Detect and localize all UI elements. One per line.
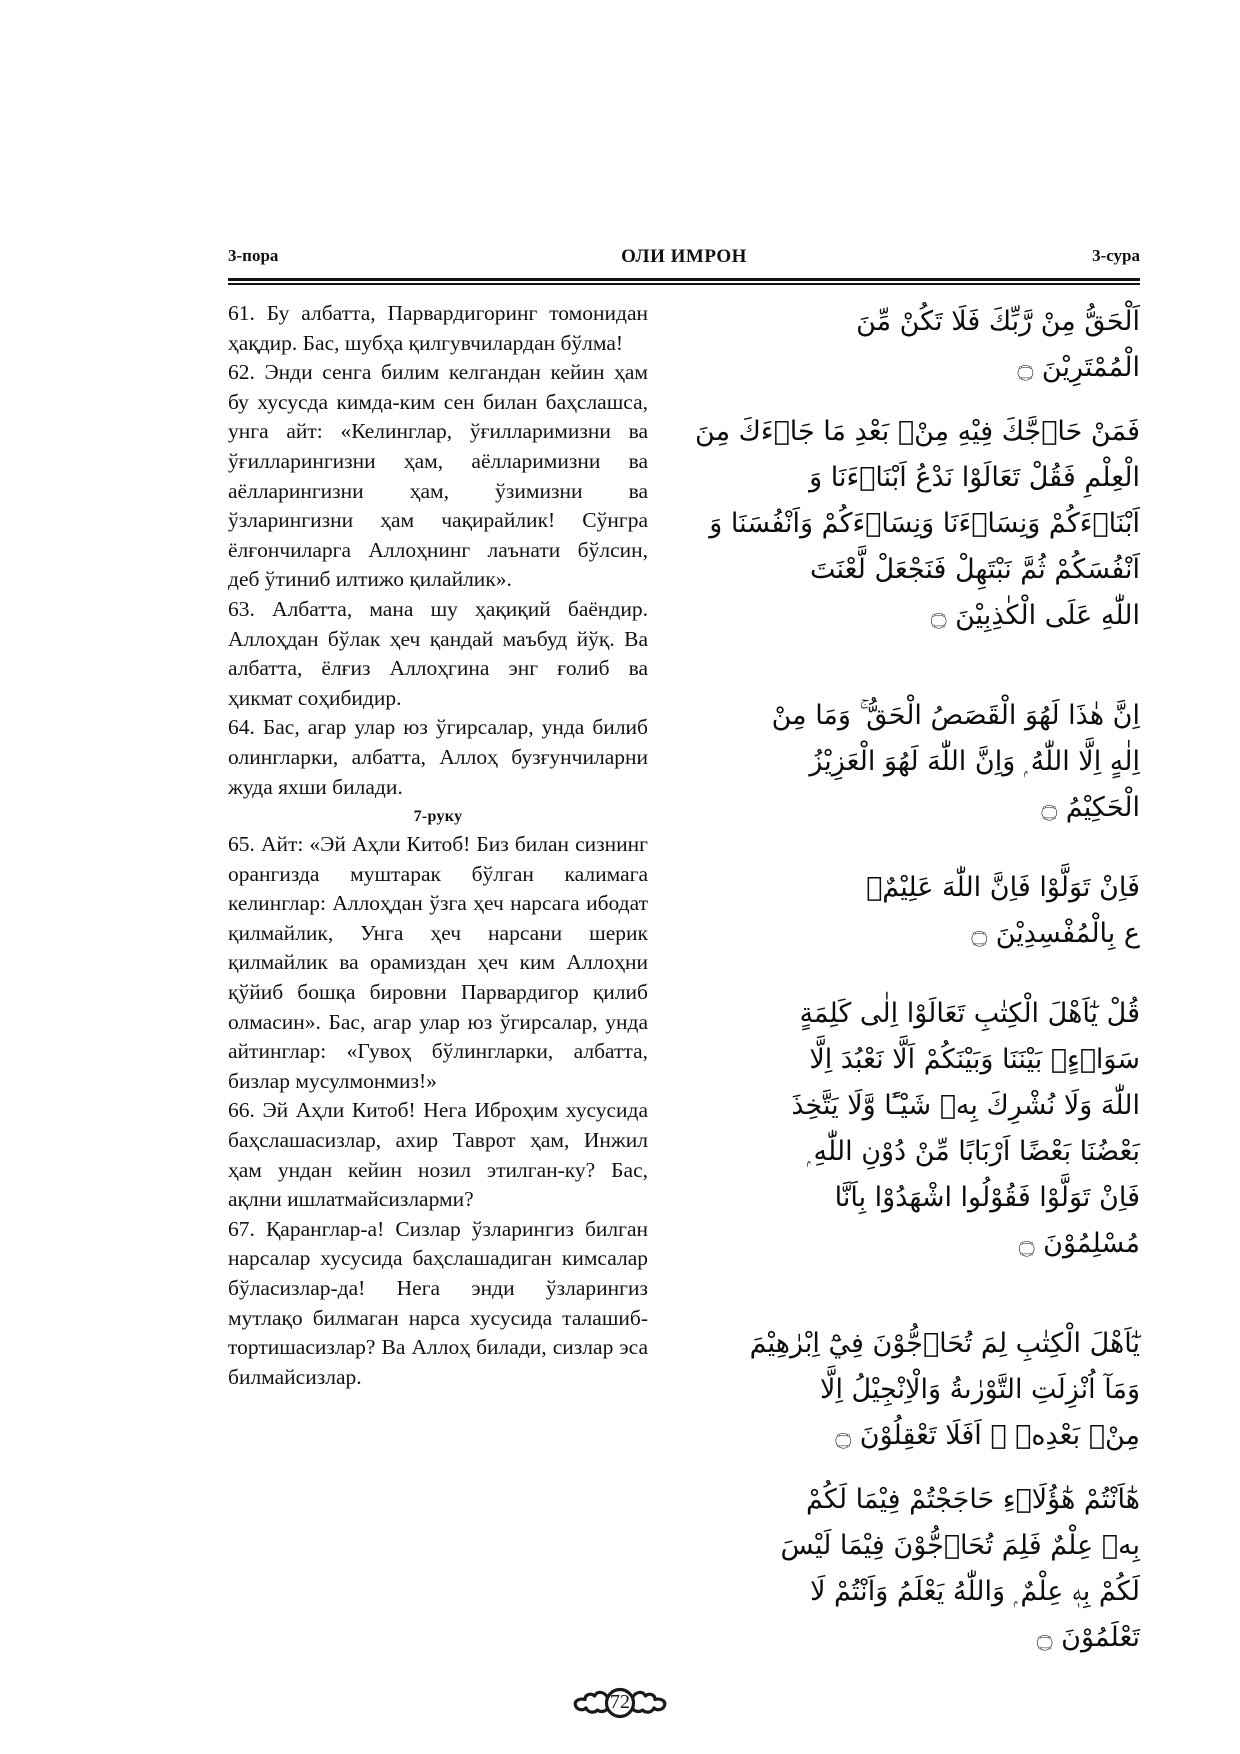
verse-64-text: 64. Бас, агар улар юз ўгирсалар, унда билиб олингларки, албатта, Аллоҳ бузғунчиларни жуда яхши билади.: [228, 715, 648, 799]
verse-62-text: 62. Энди сенга билим келгандан кейин ҳам бу хусусда кимда-ким сен билан баҳслашса, унга айт: «Келинглар, ўғилларимизни ва ўғилларингизни ҳам, аёлларимизни ва аёлларингизни ҳам, ўзимизни ва ўзларингизни ҳам чақирайлик! Сўнгра ёлғончиларга Аллоҳнинг лаънати бўлсин, деб ўтиниб илтижо қилайлик».: [228, 360, 648, 592]
arabic-line: الْعِلْمِ فَقُلْ تَعَالَوْا نَدْعُ اَبْنَاۤءَنَا وَ: [809, 462, 1140, 493]
arabic-line: سَوَاۤءٍۢ بَيْنَنَا وَبَيْنَكُمْ اَلَّا نَعْبُدَ اِلَّا: [809, 1044, 1140, 1075]
folio-ornament: [560, 1680, 680, 1726]
page-content: [228, 246, 1140, 1653]
page-footer: [0, 1680, 1240, 1740]
verse-65: [228, 830, 648, 1096]
arabic-line: وَمَآ اُنْزِلَتِ التَّوْرٰىةُ وَالْاِنْجِيْلُ اِلَّا: [820, 1374, 1140, 1405]
block-spacer: [740, 639, 1140, 693]
verse-61: [228, 299, 648, 358]
arabic-text-column: [695, 299, 1140, 1661]
arabic-line: اللّٰهَ وَلَا نُشْرِكَ بِهٖ شَيْـًٔا وَّلَا يَتَّخِذَ: [791, 1090, 1140, 1121]
verse-67-text: 67. Қаранглар-а! Сизлар ўзларингиз билган нарсалар хусусида баҳслашадиган кимсалар бўласизлар-да! Нега энди ўзларингиз мутлақо билмаган нарса хусусида талашиб-тортишасизлар? Ва Аллоҳ билади, сизлар эса билмайсизлар.: [228, 1216, 648, 1389]
arabic-line: ع بِالْمُفْسِدِيْنَ ۝: [971, 918, 1140, 949]
arabic-ayah-60: [740, 299, 1140, 391]
verse-66: [228, 1096, 648, 1214]
header-surah-number: 3-сура: [1092, 246, 1140, 265]
verse-66-text: 66. Эй Аҳли Китоб! Нега Иброҳим хусусида баҳслашасизлар, ахир Таврот ҳам, Инжил ҳам ундан кейин нозил этилган-ку? Бас, ақлни ишлатмайсизларми?: [228, 1098, 648, 1212]
verse-63-text: 63. Албатта, мана шу ҳақиқий баёндир. Аллоҳдан бўлак ҳеч қандай маъбуд йўқ. Ва албатта, ёлғиз Аллоҳгина энг ғолиб ва ҳикмат соҳибидир.: [228, 596, 648, 710]
arabic-line: قُلْ يٰٓاَهْلَ الْكِتٰبِ تَعَالَوْا اِلٰى كَلِمَةٍ: [799, 998, 1140, 1029]
arabic-line: اللّٰهِ عَلَى الْكٰذِبِيْنَ ۝: [930, 600, 1140, 631]
block-spacer: [740, 1267, 1140, 1321]
arabic-line: مِنْۢ بَعْدِهٖ ۭ اَفَلَا تَعْقِلُوْنَ ۝: [835, 1420, 1140, 1451]
block-spacer: [740, 391, 1140, 409]
running-header: [228, 246, 1140, 276]
arabic-line: فَاِنْ تَوَلَّوْا فَقُوْلُوا اشْهَدُوْا بِاَنَّا: [834, 1182, 1140, 1213]
arabic-ayah-62: [740, 693, 1140, 831]
arabic-ayah-66: [740, 1477, 1140, 1661]
arabic-ayah-65: [740, 1321, 1140, 1459]
arabic-line: اَلْحَقُّ مِنْ رَّبِّكَ فَلَا تَكُنْ مِّنَ: [856, 306, 1140, 337]
arabic-ayah-61: [695, 409, 1140, 639]
arabic-line: اِلٰهٍ اِلَّا اللّٰهُ ۭ وَاِنَّ اللّٰهَ لَهُوَ الْعَزِيْزُ: [809, 746, 1140, 777]
uzbek-translation-column: [228, 299, 648, 1392]
arabic-line: مُسْلِمُوْنَ ۝: [1018, 1228, 1140, 1259]
arabic-line: يٰٓاَهْلَ الْكِتٰبِ لِمَ تُحَاۤجُّوْنَ فِيْٓ اِبْرٰهِيْمَ: [749, 1328, 1140, 1359]
ruku-section-heading: 7-руку: [413, 808, 463, 826]
arabic-line: الْحَكِيْمُ ۝: [1041, 792, 1140, 823]
verse-65-text: 65. Айт: «Эй Аҳли Китоб! Биз билан сизнинг орангизда муштарак бўлган калимага келинглар: Аллоҳдан ўзга ҳеч нарсага ибодат қилмайлик, Унга ҳеч нарсани шерик қилмайлик ва орамиздан ҳеч ким Аллоҳни қўйиб бошқа бировни Парвардигор қилиб олмасин». Бас, агар улар юз ўгирсалар, унда айтинглар: «Гувоҳ бўлингларки, албатта, бизлар мусулмонмиз!»: [228, 832, 648, 1093]
verse-63: [228, 595, 648, 713]
header-rule-thick: [228, 278, 1140, 281]
arabic-line: تَعْلَمُوْنَ ۝: [1036, 1622, 1140, 1653]
arabic-line: بِهٖ عِلْمٌ فَلِمَ تُحَاۤجُّوْنَ فِيْمَا لَيْسَ: [780, 1530, 1140, 1561]
arabic-line: هٰٓاَنْتُمْ هٰٓؤُلَاۤءِ حَاجَجْتُمْ فِيْمَا لَكُمْ: [805, 1484, 1140, 1515]
block-spacer: [740, 831, 1140, 865]
header-surah-title: ОЛИ ИМРОН: [621, 246, 747, 267]
arabic-line: بَعْضُنَا بَعْضًا اَرْبَابًا مِّنْ دُوْنِ اللّٰهِ ۭ: [806, 1136, 1140, 1167]
arabic-line: اَنْفُسَكُمْ ثُمَّ نَبْتَهِلْ فَنَجْعَلْ لَّعْنَتَ: [809, 554, 1140, 585]
verse-62: [228, 358, 648, 595]
verse-67: [228, 1215, 648, 1393]
arabic-line: فَاِنْ تَوَلَّوْا فَاِنَّ اللّٰهَ عَلِيْمٌۢ: [866, 872, 1140, 903]
arabic-line: فَمَنْ حَاۤجَّكَ فِيْهِ مِنْۢ بَعْدِ مَا جَاۤءَكَ مِنَ: [695, 416, 1140, 447]
page-number: 72: [610, 1691, 630, 1713]
block-spacer: [740, 1459, 1140, 1477]
arabic-ayah-64: [740, 991, 1140, 1267]
verse-61-text: 61. Бу албатта, Парвардигоринг томонидан ҳақдир. Бас, шубҳа қилгувчилардан бўлма!: [228, 301, 648, 355]
arabic-line: الْمُمْتَرِيْنَ ۝: [1017, 352, 1140, 383]
header-rule: [228, 278, 1140, 285]
arabic-line: اَبْنَاۤءَكُمْ وَنِسَاۤءَنَا وَنِسَاۤءَكُمْ وَاَنْفُسَنَا وَ: [709, 508, 1140, 539]
block-spacer: [740, 957, 1140, 991]
header-rule-thin: [228, 283, 1140, 285]
header-juz-label: 3-пора: [228, 246, 279, 265]
arabic-ayah-63: [740, 865, 1140, 957]
arabic-line: لَكُمْ بِهٖ عِلْمٌ ۭ وَاللّٰهُ يَعْلَمُ وَاَنْتُمْ لَا: [810, 1576, 1140, 1607]
verse-64: [228, 713, 648, 802]
arabic-line: اِنَّ هٰذَا لَهُوَ الْقَصَصُ الْحَقُّ ۚ وَمَا مِنْ: [771, 700, 1140, 731]
